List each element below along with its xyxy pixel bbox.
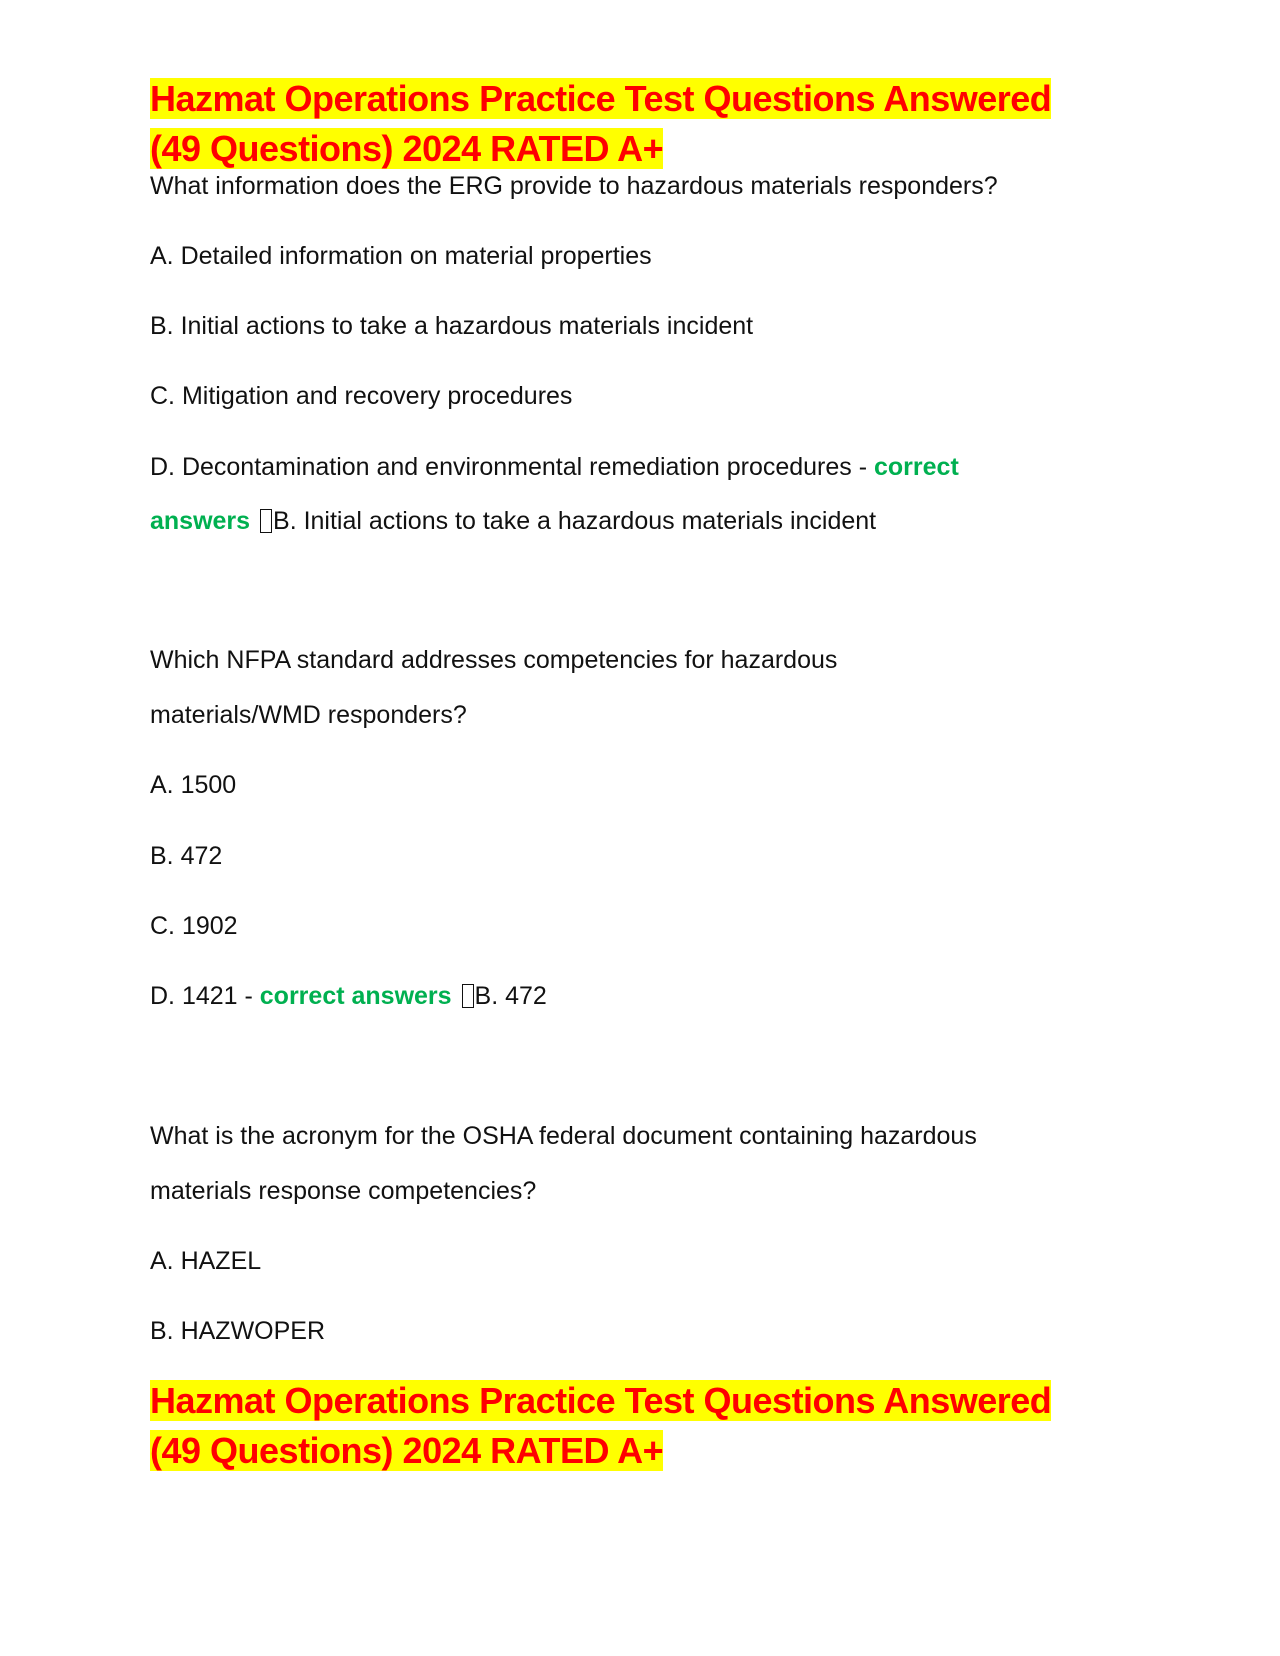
- question-text-cont: materials/WMD responders?: [150, 701, 467, 729]
- question-text: What is the acronym for the OSHA federal document containing hazardous: [150, 1122, 977, 1150]
- option-d: [150, 450, 959, 485]
- option-d-text: D. 1421 -: [150, 982, 260, 1010]
- option-d-text: D. Decontamination and environmental remediation procedures -: [150, 453, 874, 481]
- question-text: Which NFPA standard addresses competencies for hazardous: [150, 646, 838, 674]
- footer-title-line1: Hazmat Operations Practice Test Questions Answered: [150, 1380, 1052, 1421]
- missing-glyph-icon: [462, 984, 474, 1008]
- option-b: B. 472: [150, 842, 223, 870]
- answer-label: correct: [874, 453, 959, 481]
- option-c: C. Mitigation and recovery procedures: [150, 382, 573, 410]
- header-title-line2: (49 Questions) 2024 RATED A+: [150, 128, 664, 169]
- answer-line: [150, 504, 876, 539]
- option-a: A. Detailed information on material properties: [150, 242, 652, 270]
- missing-glyph-icon: [260, 509, 272, 533]
- question-text-cont: materials response competencies?: [150, 1177, 537, 1205]
- option-d: [150, 979, 547, 1014]
- option-b: B. Initial actions to take a hazardous materials incident: [150, 312, 754, 340]
- option-a: A. HAZEL: [150, 1247, 262, 1275]
- option-b: B. HAZWOPER: [150, 1317, 326, 1345]
- footer-title: [150, 1376, 1051, 1476]
- answer-text: B. Initial actions to take a hazardous materials incident: [273, 507, 877, 535]
- answer-text: B. 472: [474, 982, 547, 1010]
- option-a: A. 1500: [150, 771, 237, 799]
- answer-label: correct answers: [259, 982, 452, 1010]
- footer-title-line2: (49 Questions) 2024 RATED A+: [150, 1430, 664, 1471]
- question-text: What information does the ERG provide to hazardous materials responders?: [150, 172, 998, 200]
- header-title-line1: Hazmat Operations Practice Test Questions Answered: [150, 78, 1052, 119]
- answer-label-cont: answers: [150, 507, 251, 535]
- header-title: [150, 74, 1051, 174]
- option-c: C. 1902: [150, 912, 238, 940]
